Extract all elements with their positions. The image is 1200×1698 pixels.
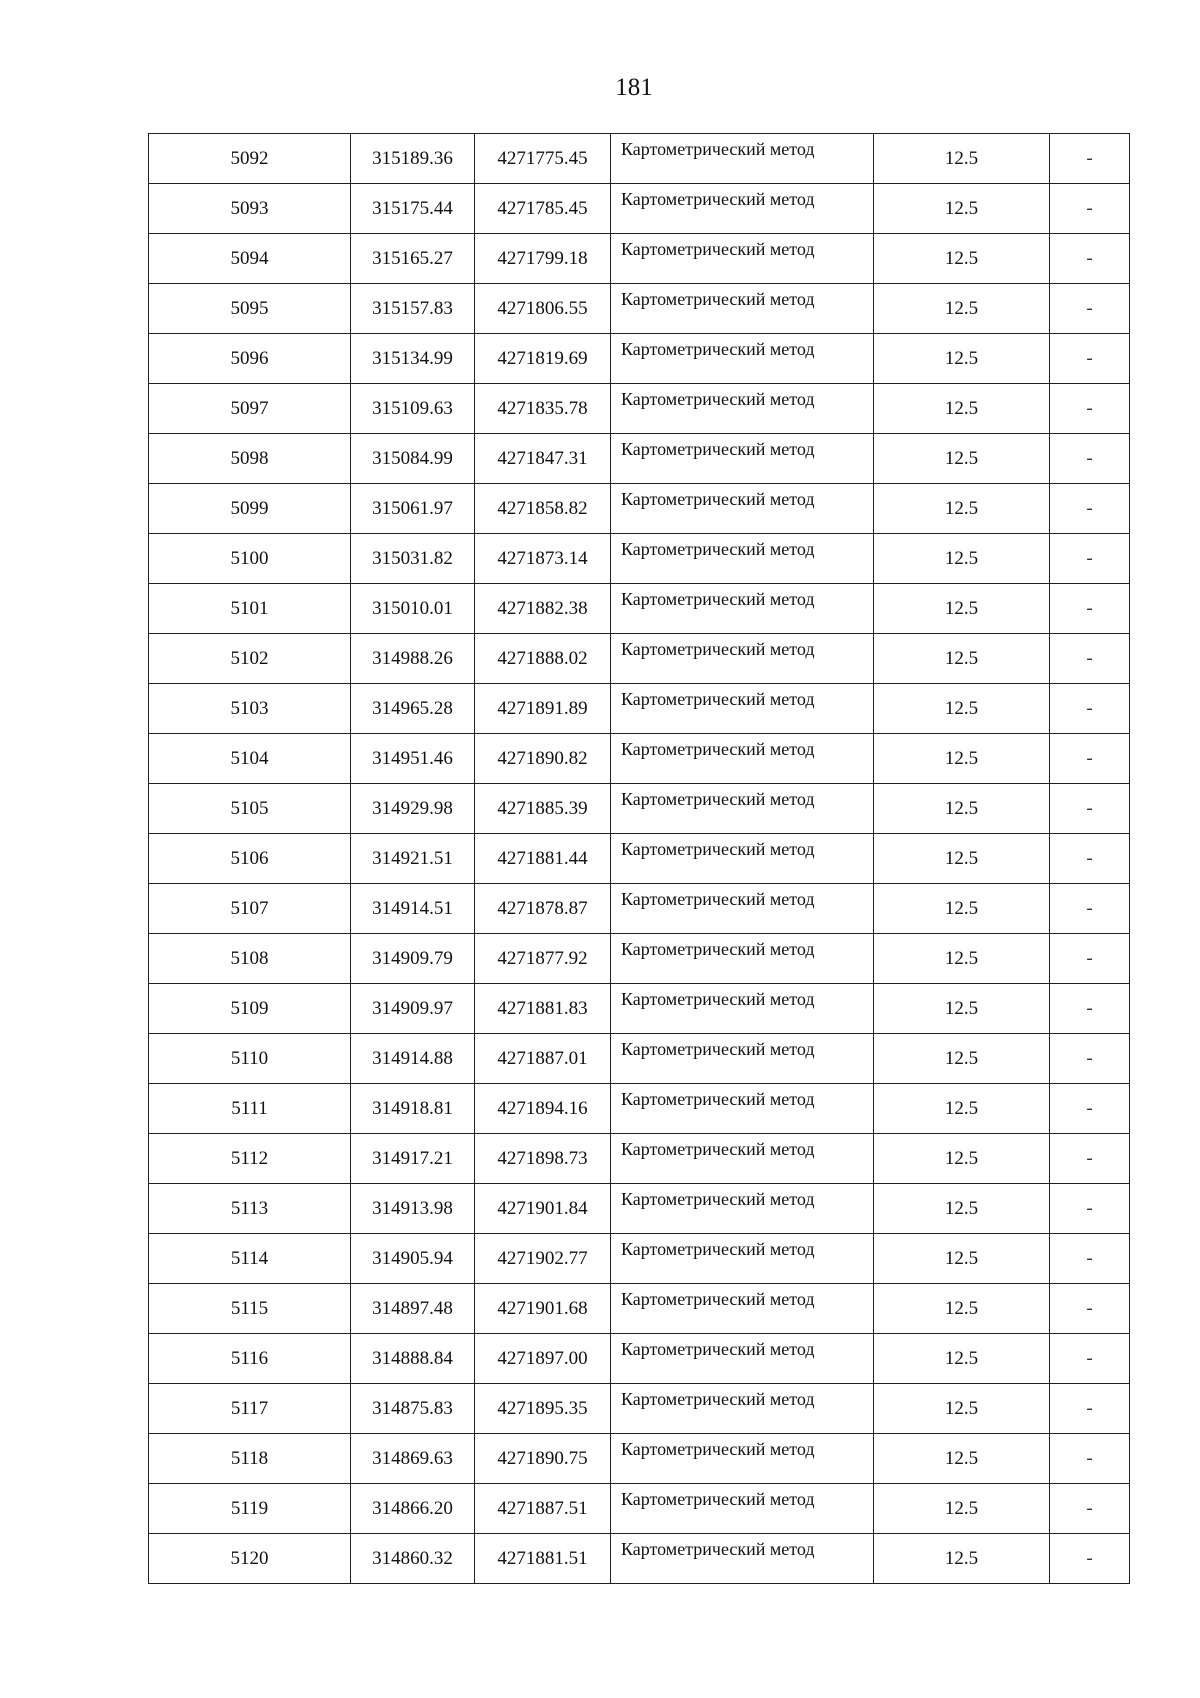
table-row	[149, 934, 1130, 984]
x-coordinate-cell: 314875.83	[351, 1384, 475, 1434]
point-number-cell: 5119	[149, 1484, 351, 1534]
table-row	[149, 1084, 1130, 1134]
x-coordinate-cell: 315134.99	[351, 334, 475, 384]
x-coordinate-cell: 314909.97	[351, 984, 475, 1034]
method-cell: Картометрический метод	[611, 1184, 874, 1234]
accuracy-cell: 12.5	[874, 734, 1050, 784]
y-coordinate-cell: 4271902.77	[475, 1234, 611, 1284]
point-number-cell: 5107	[149, 884, 351, 934]
table-row	[149, 1034, 1130, 1084]
accuracy-cell: 12.5	[874, 1134, 1050, 1184]
note-cell: -	[1050, 284, 1130, 334]
y-coordinate-cell: 4271878.87	[475, 884, 611, 934]
note-cell: -	[1050, 734, 1130, 784]
note-cell: -	[1050, 834, 1130, 884]
method-cell: Картометрический метод	[611, 434, 874, 484]
x-coordinate-cell: 315109.63	[351, 384, 475, 434]
point-number-cell: 5101	[149, 584, 351, 634]
table-body	[149, 134, 1130, 1584]
table-row	[149, 734, 1130, 784]
point-number-cell: 5120	[149, 1534, 351, 1584]
table-row	[149, 984, 1130, 1034]
point-number-cell: 5097	[149, 384, 351, 434]
note-cell: -	[1050, 1284, 1130, 1334]
y-coordinate-cell: 4271891.89	[475, 684, 611, 734]
table-row	[149, 1434, 1130, 1484]
table-row	[149, 584, 1130, 634]
table-row	[149, 1534, 1130, 1584]
x-coordinate-cell: 315157.83	[351, 284, 475, 334]
method-cell: Картометрический метод	[611, 1534, 874, 1584]
accuracy-cell: 12.5	[874, 184, 1050, 234]
method-cell: Картометрический метод	[611, 184, 874, 234]
note-cell: -	[1050, 634, 1130, 684]
x-coordinate-cell: 315175.44	[351, 184, 475, 234]
note-cell: -	[1050, 434, 1130, 484]
x-coordinate-cell: 314921.51	[351, 834, 475, 884]
point-number-cell: 5096	[149, 334, 351, 384]
x-coordinate-cell: 315165.27	[351, 234, 475, 284]
point-number-cell: 5117	[149, 1384, 351, 1434]
method-cell: Картометрический метод	[611, 334, 874, 384]
point-number-cell: 5110	[149, 1034, 351, 1084]
x-coordinate-cell: 314860.32	[351, 1534, 475, 1584]
point-number-cell: 5116	[149, 1334, 351, 1384]
y-coordinate-cell: 4271897.00	[475, 1334, 611, 1384]
method-cell: Картометрический метод	[611, 1084, 874, 1134]
point-number-cell: 5111	[149, 1084, 351, 1134]
y-coordinate-cell: 4271819.69	[475, 334, 611, 384]
accuracy-cell: 12.5	[874, 234, 1050, 284]
table-row	[149, 834, 1130, 884]
method-cell: Картометрический метод	[611, 634, 874, 684]
x-coordinate-cell: 315061.97	[351, 484, 475, 534]
point-number-cell: 5093	[149, 184, 351, 234]
note-cell: -	[1050, 584, 1130, 634]
method-cell: Картометрический метод	[611, 734, 874, 784]
method-cell: Картометрический метод	[611, 934, 874, 984]
accuracy-cell: 12.5	[874, 684, 1050, 734]
note-cell: -	[1050, 184, 1130, 234]
x-coordinate-cell: 314897.48	[351, 1284, 475, 1334]
accuracy-cell: 12.5	[874, 1084, 1050, 1134]
method-cell: Картометрический метод	[611, 834, 874, 884]
accuracy-cell: 12.5	[874, 134, 1050, 184]
accuracy-cell: 12.5	[874, 484, 1050, 534]
point-number-cell: 5095	[149, 284, 351, 334]
point-number-cell: 5103	[149, 684, 351, 734]
y-coordinate-cell: 4271775.45	[475, 134, 611, 184]
note-cell: -	[1050, 334, 1130, 384]
note-cell: -	[1050, 1534, 1130, 1584]
note-cell: -	[1050, 784, 1130, 834]
x-coordinate-cell: 315084.99	[351, 434, 475, 484]
y-coordinate-cell: 4271858.82	[475, 484, 611, 534]
table-row	[149, 434, 1130, 484]
note-cell: -	[1050, 484, 1130, 534]
point-number-cell: 5115	[149, 1284, 351, 1334]
accuracy-cell: 12.5	[874, 1184, 1050, 1234]
note-cell: -	[1050, 1434, 1130, 1484]
y-coordinate-cell: 4271890.82	[475, 734, 611, 784]
x-coordinate-cell: 315189.36	[351, 134, 475, 184]
table-row	[149, 1334, 1130, 1384]
point-number-cell: 5094	[149, 234, 351, 284]
x-coordinate-cell: 315010.01	[351, 584, 475, 634]
table-row	[149, 1184, 1130, 1234]
accuracy-cell: 12.5	[874, 534, 1050, 584]
method-cell: Картометрический метод	[611, 1334, 874, 1384]
accuracy-cell: 12.5	[874, 784, 1050, 834]
note-cell: -	[1050, 1384, 1130, 1434]
table-row	[149, 234, 1130, 284]
point-number-cell: 5112	[149, 1134, 351, 1184]
accuracy-cell: 12.5	[874, 1284, 1050, 1334]
table-row	[149, 384, 1130, 434]
note-cell: -	[1050, 1234, 1130, 1284]
accuracy-cell: 12.5	[874, 334, 1050, 384]
y-coordinate-cell: 4271799.18	[475, 234, 611, 284]
point-number-cell: 5092	[149, 134, 351, 184]
point-number-cell: 5114	[149, 1234, 351, 1284]
method-cell: Картометрический метод	[611, 1234, 874, 1284]
y-coordinate-cell: 4271847.31	[475, 434, 611, 484]
point-number-cell: 5109	[149, 984, 351, 1034]
y-coordinate-cell: 4271785.45	[475, 184, 611, 234]
method-cell: Картометрический метод	[611, 1134, 874, 1184]
y-coordinate-cell: 4271806.55	[475, 284, 611, 334]
x-coordinate-cell: 314905.94	[351, 1234, 475, 1284]
point-number-cell: 5108	[149, 934, 351, 984]
table-row	[149, 634, 1130, 684]
y-coordinate-cell: 4271877.92	[475, 934, 611, 984]
table-row	[149, 484, 1130, 534]
note-cell: -	[1050, 134, 1130, 184]
point-number-cell: 5100	[149, 534, 351, 584]
method-cell: Картометрический метод	[611, 384, 874, 434]
table-row	[149, 1134, 1130, 1184]
note-cell: -	[1050, 1484, 1130, 1534]
coordinates-table	[148, 133, 1130, 1584]
point-number-cell: 5104	[149, 734, 351, 784]
y-coordinate-cell: 4271894.16	[475, 1084, 611, 1134]
table-row	[149, 1484, 1130, 1534]
method-cell: Картометрический метод	[611, 284, 874, 334]
point-number-cell: 5105	[149, 784, 351, 834]
note-cell: -	[1050, 384, 1130, 434]
accuracy-cell: 12.5	[874, 1334, 1050, 1384]
table-row	[149, 884, 1130, 934]
accuracy-cell: 12.5	[874, 634, 1050, 684]
x-coordinate-cell: 314917.21	[351, 1134, 475, 1184]
table-row	[149, 284, 1130, 334]
accuracy-cell: 12.5	[874, 984, 1050, 1034]
table-row	[149, 1284, 1130, 1334]
y-coordinate-cell: 4271888.02	[475, 634, 611, 684]
accuracy-cell: 12.5	[874, 934, 1050, 984]
y-coordinate-cell: 4271881.44	[475, 834, 611, 884]
y-coordinate-cell: 4271890.75	[475, 1434, 611, 1484]
y-coordinate-cell: 4271881.83	[475, 984, 611, 1034]
x-coordinate-cell: 314888.84	[351, 1334, 475, 1384]
note-cell: -	[1050, 534, 1130, 584]
note-cell: -	[1050, 984, 1130, 1034]
note-cell: -	[1050, 684, 1130, 734]
point-number-cell: 5106	[149, 834, 351, 884]
x-coordinate-cell: 314914.51	[351, 884, 475, 934]
table-row	[149, 1384, 1130, 1434]
method-cell: Картометрический метод	[611, 1284, 874, 1334]
accuracy-cell: 12.5	[874, 1534, 1050, 1584]
point-number-cell: 5098	[149, 434, 351, 484]
method-cell: Картометрический метод	[611, 534, 874, 584]
table-row	[149, 784, 1130, 834]
x-coordinate-cell: 314914.88	[351, 1034, 475, 1084]
accuracy-cell: 12.5	[874, 1234, 1050, 1284]
x-coordinate-cell: 314988.26	[351, 634, 475, 684]
y-coordinate-cell: 4271887.51	[475, 1484, 611, 1534]
table-row	[149, 334, 1130, 384]
method-cell: Картометрический метод	[611, 234, 874, 284]
method-cell: Картометрический метод	[611, 984, 874, 1034]
method-cell: Картометрический метод	[611, 484, 874, 534]
table-row	[149, 1234, 1130, 1284]
note-cell: -	[1050, 884, 1130, 934]
page-number: 181	[615, 74, 653, 101]
note-cell: -	[1050, 1134, 1130, 1184]
y-coordinate-cell: 4271887.01	[475, 1034, 611, 1084]
method-cell: Картометрический метод	[611, 884, 874, 934]
note-cell: -	[1050, 234, 1130, 284]
accuracy-cell: 12.5	[874, 884, 1050, 934]
table-row	[149, 684, 1130, 734]
note-cell: -	[1050, 934, 1130, 984]
accuracy-cell: 12.5	[874, 434, 1050, 484]
point-number-cell: 5102	[149, 634, 351, 684]
y-coordinate-cell: 4271881.51	[475, 1534, 611, 1584]
x-coordinate-cell: 314929.98	[351, 784, 475, 834]
accuracy-cell: 12.5	[874, 1484, 1050, 1534]
method-cell: Картометрический метод	[611, 134, 874, 184]
accuracy-cell: 12.5	[874, 284, 1050, 334]
method-cell: Картометрический метод	[611, 1034, 874, 1084]
method-cell: Картометрический метод	[611, 1434, 874, 1484]
method-cell: Картометрический метод	[611, 1384, 874, 1434]
x-coordinate-cell: 314869.63	[351, 1434, 475, 1484]
accuracy-cell: 12.5	[874, 384, 1050, 434]
x-coordinate-cell: 314918.81	[351, 1084, 475, 1134]
x-coordinate-cell: 314913.98	[351, 1184, 475, 1234]
y-coordinate-cell: 4271873.14	[475, 534, 611, 584]
y-coordinate-cell: 4271901.84	[475, 1184, 611, 1234]
x-coordinate-cell: 315031.82	[351, 534, 475, 584]
y-coordinate-cell: 4271882.38	[475, 584, 611, 634]
table-row	[149, 534, 1130, 584]
y-coordinate-cell: 4271895.35	[475, 1384, 611, 1434]
accuracy-cell: 12.5	[874, 584, 1050, 634]
accuracy-cell: 12.5	[874, 1384, 1050, 1434]
point-number-cell: 5118	[149, 1434, 351, 1484]
accuracy-cell: 12.5	[874, 1034, 1050, 1084]
table-row	[149, 134, 1130, 184]
y-coordinate-cell: 4271835.78	[475, 384, 611, 434]
y-coordinate-cell: 4271885.39	[475, 784, 611, 834]
point-number-cell: 5099	[149, 484, 351, 534]
method-cell: Картометрический метод	[611, 584, 874, 634]
table-row	[149, 184, 1130, 234]
x-coordinate-cell: 314909.79	[351, 934, 475, 984]
accuracy-cell: 12.5	[874, 1434, 1050, 1484]
note-cell: -	[1050, 1034, 1130, 1084]
note-cell: -	[1050, 1084, 1130, 1134]
method-cell: Картометрический метод	[611, 684, 874, 734]
accuracy-cell: 12.5	[874, 834, 1050, 884]
y-coordinate-cell: 4271901.68	[475, 1284, 611, 1334]
point-number-cell: 5113	[149, 1184, 351, 1234]
method-cell: Картометрический метод	[611, 784, 874, 834]
note-cell: -	[1050, 1334, 1130, 1384]
x-coordinate-cell: 314965.28	[351, 684, 475, 734]
x-coordinate-cell: 314951.46	[351, 734, 475, 784]
x-coordinate-cell: 314866.20	[351, 1484, 475, 1534]
method-cell: Картометрический метод	[611, 1484, 874, 1534]
y-coordinate-cell: 4271898.73	[475, 1134, 611, 1184]
note-cell: -	[1050, 1184, 1130, 1234]
